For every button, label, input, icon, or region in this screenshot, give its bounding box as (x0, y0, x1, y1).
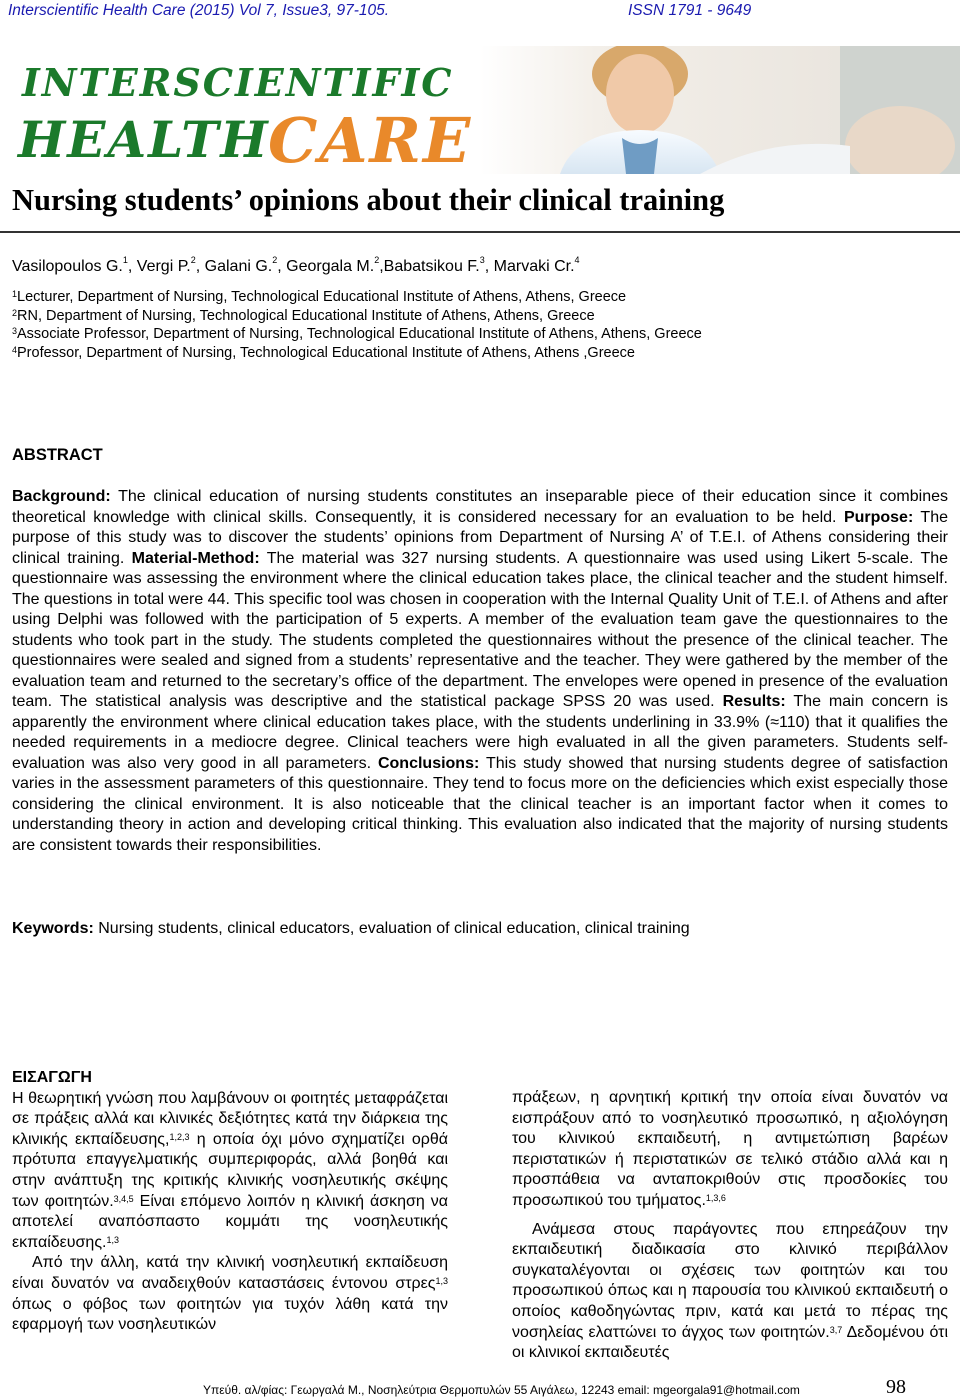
affiliation-number: 2 (12, 307, 18, 318)
background-label: Background: (12, 488, 111, 505)
author-list: Vasilopoulos G.$^1$, Vergi P.$^2$, Galani G.$^2$, Georgala M.$^2$,Babatsikou F.$^3$, Marvaki Cr.$^4$ (12, 255, 580, 275)
affiliation-text: RN, Department of Nursing, Technological Educational Institute of Athens, Athens, Greece (17, 307, 595, 324)
intro-text: πράξεων, η αρνητική κριτική την οποία είναι δυνατόν να εισπράξουν από το νοσηλευτικό προσωπικό, η αξιολόγηση του κλινικού εκπαιδευτή, η αντιμετώπιση βαρέων περιστατικών ή περιστατικών σε τελικό στάδιο αλλά και η προσπάθεια να ανταποκριθούν στις προσδοκίες του προσωπικού του τμήματος. (512, 1089, 948, 1209)
citation-ref: 1,2,3 (169, 1131, 190, 1142)
article-title: Nursing students’ opinions about their clinical training (12, 183, 725, 217)
citation-ref: 3,7 (829, 1324, 843, 1335)
method-text: The material was 327 nursing students. A questionnaire was used using Likert 5-scale. The questionnaire was assessing the environment where the clinical education takes place, the clinical teacher and the student himself. The questions in total were 44. This specific tool was chosen in cooperation with the Internal Quality Unit of T.E.I. of Athens and after using Delphi was followed with the participation of 5 experts. A member of the evaluation team gave the questionnaires to the students who took part in the study. The students completed the questionnaires without the presence of the clinical teacher. The questionnaires were sealed and signed from a students’ representative and the teacher. They were gathered by the member of the evaluation team and returned to the secretary’s office of the department. The envelopes were opened in presence of the evaluation team. The statistical analysis was descriptive and the statistical package SPSS 20 was used. (12, 549, 949, 710)
journal-banner (0, 46, 960, 174)
author-name: Marvaki Cr. (493, 258, 575, 275)
logo-word-care: CARE (268, 104, 473, 174)
results-text: The main concern is apparently the environment where clinical education takes place, with the students underlining in 33.9% (≈110) that it qualifies the needed requirements in a mediocre degree. Clinical teachers were high evaluated in all the given parameters. Students self-evaluation was also very good in all parameters. (12, 693, 948, 772)
intro-text: όπως ο φόβος των φοιτητών για τυχόν λάθη κατά την εφαρμογή των νοσηλευτικών (12, 1295, 448, 1334)
affiliation-text: Professor, Department of Nursing, Technological Educational Institute of Athens, Athens ,Greece (17, 344, 635, 361)
intro-text: Ανάμεσα στους παράγοντες που επηρεάζουν την εκπαιδευτική διαδικασία στο κλινικό περιβάλλον συγκαταλέγονται οι σχέσεις των φοιτητών και του προσωπικού όπως και η παρουσία του κλινικού εκπαιδευτή ο οποίος καθοδηγώντας πριν, κατά και μετά το πέρας της νοσηλείας ελαττώνει το άγχος των φοιτητών. (512, 1220, 948, 1341)
background-text: The clinical education of nursing students constitutes an inseparable piece of their education since it combines theoretical knowledge with clinical skills. Consequently, it is considered necessary for an evaluation to be held. (12, 488, 948, 526)
intro-heading: ΕΙΣΑΓΩΓΗ (12, 1069, 92, 1086)
method-label: Material-Method: (131, 549, 260, 567)
intro-paragraph (512, 1220, 948, 1364)
purpose-text: The purpose of this study was to discover the students’ opinions from Department of Nursing A’ of T.E.I. of Athens considering their clinical training. (12, 508, 948, 567)
conclusions-text: This study showed that nursing students degree of satisfaction varies in the assessment parameters of this questionnaire. They tend to focus more on the deficiencies which exist especially those considering the clinical environment. It is also noticeable that the clinical teacher is an important factor when it comes to understanding theory in action and developing critical thinking. This evaluation also indicated that the majority of nursing students are consistent towards their responsibilities. (12, 754, 948, 854)
intro-text: Από την άλλη, κατά την κλινική νοσηλευτική εκπαίδευση είναι δυνατόν να αναδειχθούν καταστάσεις έντονου στρες (12, 1254, 448, 1292)
intro-text: Η θεωρητική γνώση που λαμβάνουν οι φοιτητές μεταφράζεται σε πράξεις αλλά και κλινικές δεξιότητες κατά την διάρκεια της κλινικής εκπαίδευσης, (12, 1089, 448, 1148)
author-name: Babatsikou F. (383, 258, 480, 275)
author-affil-ref: 2 (190, 255, 196, 265)
author-name: Galani G. (204, 258, 273, 275)
intro-paragraph (512, 1088, 948, 1212)
author-affil-ref: 2 (374, 255, 380, 265)
intro-paragraph (12, 1089, 448, 1254)
keywords-label: Keywords: (12, 920, 94, 937)
abstract-heading: ABSTRACT (12, 446, 103, 464)
author-affil-ref: 1 (122, 255, 128, 265)
abstract-body (12, 487, 948, 856)
intro-text: η οποία όχι μόνο σχηματίζει ορθά πρότυπα επαγγελματικής συμπεριφοράς, αλλά βοηθά και στην ανάπτυξη της κριτικής κλινικής νοσηλευτικής σκέψης των φοιτητών. (12, 1130, 448, 1210)
issn-label: ISSN 1791 - 9649 (628, 2, 752, 19)
citation-ref: 1,3 (435, 1275, 448, 1286)
author-affil-ref: 3 (479, 255, 485, 265)
affiliation-text: Associate Professor, Department of Nursing, Technological Educational Institute of Athens, Athens, Greece (17, 326, 702, 342)
correspondence-footer: Υπεύθ. αλ/φίας: Γεωργαλά Μ., Νοσηλεύτρια Θερμοπυλών 55 Αιγάλεω, 12243 email: mgeorgala91@hotmail.com (203, 1383, 800, 1397)
affiliation-line (12, 288, 952, 307)
affiliation-line (12, 325, 952, 344)
affiliation-number: 4 (12, 344, 18, 355)
author-affil-ref: 2 (272, 255, 278, 265)
title-divider (0, 231, 960, 233)
results-label: Results: (722, 693, 786, 710)
author-affil-ref: 4 (574, 255, 580, 265)
affiliation-text: Lecturer, Department of Nursing, Technological Educational Institute of Athens, Athens, Greece (17, 289, 627, 305)
author-name: Vergi P. (136, 258, 191, 275)
intro-column-left (12, 1068, 448, 1336)
keywords-line (12, 920, 690, 938)
intro-paragraph (12, 1253, 448, 1335)
conclusions-label: Conclusions: (377, 754, 480, 772)
journal-citation: Interscientific Health Care (2015) Vol 7, Issue3, 97-105. (8, 2, 390, 19)
purpose-label: Purpose: (843, 508, 914, 526)
citation-ref: 1,3,6 (705, 1192, 726, 1203)
affiliation-number: 3 (12, 326, 18, 336)
logo-word-health: HEALTH (18, 110, 270, 169)
intro-text: Δεδομένου ότι οι κλινικοί εκπαιδευτές (512, 1323, 948, 1362)
affiliation-line (12, 307, 952, 326)
page-number: 98 (886, 1376, 906, 1398)
citation-ref: 1,3 (106, 1234, 119, 1245)
citation-ref: 3,4,5 (113, 1193, 134, 1204)
affiliations (12, 288, 952, 362)
author-name: Georgala M. (286, 258, 375, 275)
affiliation-line (12, 344, 952, 363)
logo-word-interscientific: INTERSCIENTIFIC (22, 60, 454, 105)
intro-column-right (512, 1088, 948, 1364)
affiliation-number: 1 (12, 289, 18, 299)
keywords-text: Nursing students, clinical educators, evaluation of clinical education, clinical training (93, 920, 690, 937)
author-name: Vasilopoulos G. (12, 258, 123, 275)
intro-text: Είναι επόμενο λοιπόν η κλινική άσκηση να αποτελεί αναπόσπαστο κομμάτι της νοσηλευτικής εκπαίδευσης. (12, 1192, 449, 1251)
